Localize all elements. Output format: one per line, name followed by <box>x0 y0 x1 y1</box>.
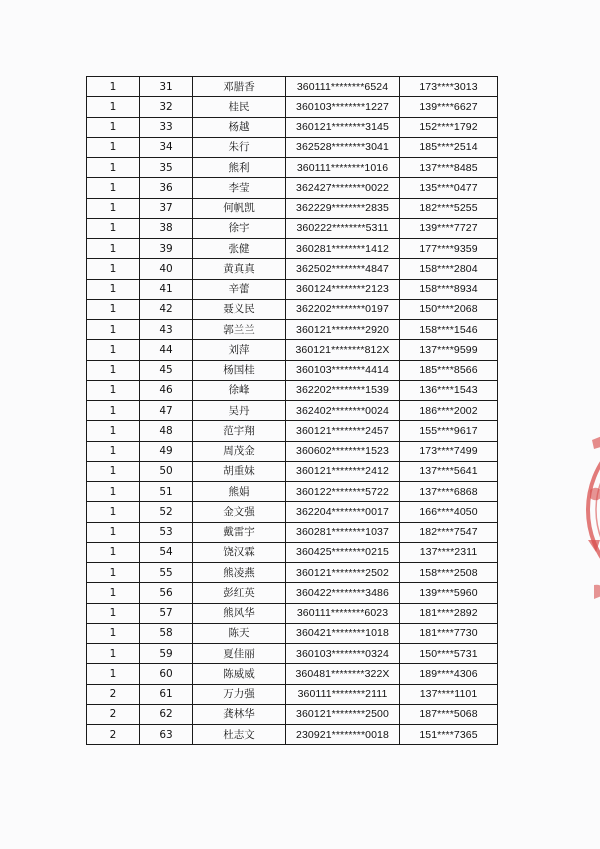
name-cell: 熊风华 <box>193 603 286 623</box>
id-number-cell: 360421********1018 <box>286 623 400 643</box>
sequence-cell: 57 <box>140 603 193 623</box>
table-row <box>87 401 498 421</box>
seal-inner-ring <box>596 428 600 592</box>
phone-cell: 152****1792 <box>400 117 498 137</box>
table-row <box>87 583 498 603</box>
group-cell: 1 <box>87 218 140 238</box>
sequence-cell: 52 <box>140 502 193 522</box>
id-number-cell: 360121********3145 <box>286 117 400 137</box>
id-number-cell: 360111********2111 <box>286 684 400 704</box>
phone-cell: 173****3013 <box>400 77 498 97</box>
sequence-cell: 38 <box>140 218 193 238</box>
id-number-cell: 360121********2502 <box>286 563 400 583</box>
sequence-cell: 33 <box>140 117 193 137</box>
phone-cell: 137****8485 <box>400 158 498 178</box>
table-row <box>87 684 498 704</box>
name-cell: 戴雷宇 <box>193 522 286 542</box>
sequence-cell: 50 <box>140 461 193 481</box>
phone-cell: 181****2892 <box>400 603 498 623</box>
table-row <box>87 77 498 97</box>
id-number-cell: 230921********0018 <box>286 725 400 745</box>
id-number-cell: 360121********2920 <box>286 320 400 340</box>
table-row <box>87 563 498 583</box>
name-cell: 周茂金 <box>193 441 286 461</box>
name-cell: 张健 <box>193 239 286 259</box>
name-cell: 朱行 <box>193 137 286 157</box>
table-row <box>87 441 498 461</box>
name-cell: 桂民 <box>193 97 286 117</box>
name-cell: 黄真真 <box>193 259 286 279</box>
phone-cell: 189****4306 <box>400 664 498 684</box>
id-number-cell: 360121********2457 <box>286 421 400 441</box>
table-row <box>87 522 498 542</box>
phone-cell: 158****2804 <box>400 259 498 279</box>
sequence-cell: 48 <box>140 421 193 441</box>
table-row <box>87 178 498 198</box>
group-cell: 1 <box>87 644 140 664</box>
table-row <box>87 664 498 684</box>
sequence-cell: 31 <box>140 77 193 97</box>
id-number-cell: 360124********2123 <box>286 279 400 299</box>
table-row <box>87 259 498 279</box>
group-cell: 1 <box>87 542 140 562</box>
phone-cell: 177****9359 <box>400 239 498 259</box>
sequence-cell: 47 <box>140 401 193 421</box>
group-cell: 1 <box>87 522 140 542</box>
name-cell: 范宇翔 <box>193 421 286 441</box>
phone-cell: 186****2002 <box>400 401 498 421</box>
group-cell: 1 <box>87 360 140 380</box>
id-number-cell: 360281********1037 <box>286 522 400 542</box>
id-number-cell: 360121********2412 <box>286 461 400 481</box>
id-number-cell: 362427********0022 <box>286 178 400 198</box>
group-cell: 1 <box>87 137 140 157</box>
sequence-cell: 56 <box>140 583 193 603</box>
group-cell: 1 <box>87 320 140 340</box>
name-cell: 饶汉霖 <box>193 542 286 562</box>
name-cell: 何帆凯 <box>193 198 286 218</box>
sequence-cell: 58 <box>140 623 193 643</box>
id-number-cell: 360122********5722 <box>286 482 400 502</box>
name-cell: 聂义民 <box>193 299 286 319</box>
table-row <box>87 704 498 724</box>
name-cell: 彭红英 <box>193 583 286 603</box>
table-row <box>87 279 498 299</box>
group-cell: 2 <box>87 725 140 745</box>
group-cell: 1 <box>87 259 140 279</box>
table-row <box>87 380 498 400</box>
group-cell: 1 <box>87 340 140 360</box>
table-row <box>87 542 498 562</box>
group-cell: 1 <box>87 158 140 178</box>
group-cell: 1 <box>87 117 140 137</box>
id-number-cell: 362229********2835 <box>286 198 400 218</box>
id-number-cell: 360103********1227 <box>286 97 400 117</box>
sequence-cell: 40 <box>140 259 193 279</box>
phone-cell: 135****0477 <box>400 178 498 198</box>
name-cell: 胡重妹 <box>193 461 286 481</box>
phone-cell: 173****7499 <box>400 441 498 461</box>
table-row <box>87 502 498 522</box>
seal-glyph-mark <box>590 488 600 501</box>
name-cell: 陈天 <box>193 623 286 643</box>
name-cell: 杜志文 <box>193 725 286 745</box>
sequence-cell: 42 <box>140 299 193 319</box>
name-cell: 吴丹 <box>193 401 286 421</box>
sequence-cell: 62 <box>140 704 193 724</box>
phone-cell: 155****9617 <box>400 421 498 441</box>
table-row <box>87 360 498 380</box>
name-cell: 辛蕾 <box>193 279 286 299</box>
name-cell: 刘萍 <box>193 340 286 360</box>
table-row <box>87 482 498 502</box>
phone-cell: 150****2068 <box>400 299 498 319</box>
id-number-cell: 360281********1412 <box>286 239 400 259</box>
table-row <box>87 239 498 259</box>
id-number-cell: 360111********6524 <box>286 77 400 97</box>
table-row <box>87 117 498 137</box>
id-number-cell: 360422********3486 <box>286 583 400 603</box>
id-number-cell: 360222********5311 <box>286 218 400 238</box>
name-cell: 杨国桂 <box>193 360 286 380</box>
table-row <box>87 320 498 340</box>
id-number-cell: 362204********0017 <box>286 502 400 522</box>
id-number-cell: 362202********1539 <box>286 380 400 400</box>
sequence-cell: 39 <box>140 239 193 259</box>
roster-table <box>86 76 498 745</box>
table-row <box>87 198 498 218</box>
sequence-cell: 49 <box>140 441 193 461</box>
group-cell: 1 <box>87 198 140 218</box>
sequence-cell: 54 <box>140 542 193 562</box>
id-number-cell: 360425********0215 <box>286 542 400 562</box>
group-cell: 1 <box>87 279 140 299</box>
phone-cell: 137****9599 <box>400 340 498 360</box>
group-cell: 1 <box>87 77 140 97</box>
sequence-cell: 61 <box>140 684 193 704</box>
table-row <box>87 644 498 664</box>
group-cell: 1 <box>87 623 140 643</box>
id-number-cell: 362402********0024 <box>286 401 400 421</box>
group-cell: 1 <box>87 502 140 522</box>
seal-glyph-mark <box>592 436 600 449</box>
table-row <box>87 97 498 117</box>
table-row <box>87 623 498 643</box>
name-cell: 龚林华 <box>193 704 286 724</box>
group-cell: 1 <box>87 563 140 583</box>
id-number-cell: 360602********1523 <box>286 441 400 461</box>
phone-cell: 185****2514 <box>400 137 498 157</box>
name-cell: 熊娟 <box>193 482 286 502</box>
group-cell: 1 <box>87 583 140 603</box>
name-cell: 熊凌燕 <box>193 563 286 583</box>
roster-table-body <box>87 77 498 745</box>
id-number-cell: 360111********1016 <box>286 158 400 178</box>
id-number-cell: 360121********2500 <box>286 704 400 724</box>
sequence-cell: 32 <box>140 97 193 117</box>
phone-cell: 137****2311 <box>400 542 498 562</box>
id-number-cell: 362502********4847 <box>286 259 400 279</box>
group-cell: 2 <box>87 704 140 724</box>
phone-cell: 158****2508 <box>400 563 498 583</box>
sequence-cell: 44 <box>140 340 193 360</box>
sequence-cell: 43 <box>140 320 193 340</box>
sequence-cell: 34 <box>140 137 193 157</box>
group-cell: 1 <box>87 401 140 421</box>
table-row <box>87 299 498 319</box>
table-row <box>87 340 498 360</box>
sequence-cell: 45 <box>140 360 193 380</box>
phone-cell: 151****7365 <box>400 725 498 745</box>
name-cell: 夏佳丽 <box>193 644 286 664</box>
phone-cell: 187****5068 <box>400 704 498 724</box>
group-cell: 1 <box>87 664 140 684</box>
name-cell: 徐宇 <box>193 218 286 238</box>
table-row <box>87 137 498 157</box>
seal-stamp-fragment <box>578 360 600 660</box>
group-cell: 2 <box>87 684 140 704</box>
name-cell: 郭兰兰 <box>193 320 286 340</box>
id-number-cell: 362528********3041 <box>286 137 400 157</box>
group-cell: 1 <box>87 178 140 198</box>
sequence-cell: 59 <box>140 644 193 664</box>
name-cell: 杨越 <box>193 117 286 137</box>
table-row <box>87 421 498 441</box>
id-number-cell: 362202********0197 <box>286 299 400 319</box>
group-cell: 1 <box>87 603 140 623</box>
phone-cell: 139****6627 <box>400 97 498 117</box>
group-cell: 1 <box>87 380 140 400</box>
phone-cell: 185****8566 <box>400 360 498 380</box>
sequence-cell: 46 <box>140 380 193 400</box>
phone-cell: 181****7730 <box>400 623 498 643</box>
sequence-cell: 63 <box>140 725 193 745</box>
seal-glyph-mark <box>594 585 600 599</box>
phone-cell: 182****7547 <box>400 522 498 542</box>
name-cell: 李莹 <box>193 178 286 198</box>
sequence-cell: 37 <box>140 198 193 218</box>
table-row <box>87 158 498 178</box>
sequence-cell: 60 <box>140 664 193 684</box>
phone-cell: 136****1543 <box>400 380 498 400</box>
sequence-cell: 51 <box>140 482 193 502</box>
group-cell: 1 <box>87 421 140 441</box>
sequence-cell: 53 <box>140 522 193 542</box>
group-cell: 1 <box>87 97 140 117</box>
phone-cell: 137****5641 <box>400 461 498 481</box>
group-cell: 1 <box>87 441 140 461</box>
group-cell: 1 <box>87 239 140 259</box>
name-cell: 徐峰 <box>193 380 286 400</box>
table-row <box>87 725 498 745</box>
id-number-cell: 360121********812X <box>286 340 400 360</box>
phone-cell: 158****1546 <box>400 320 498 340</box>
phone-cell: 137****1101 <box>400 684 498 704</box>
name-cell: 万力强 <box>193 684 286 704</box>
phone-cell: 166****4050 <box>400 502 498 522</box>
name-cell: 邓腊香 <box>193 77 286 97</box>
name-cell: 陈威威 <box>193 664 286 684</box>
sequence-cell: 36 <box>140 178 193 198</box>
phone-cell: 139****7727 <box>400 218 498 238</box>
table-row <box>87 218 498 238</box>
phone-cell: 182****5255 <box>400 198 498 218</box>
phone-cell: 137****6868 <box>400 482 498 502</box>
phone-cell: 139****5960 <box>400 583 498 603</box>
phone-cell: 158****8934 <box>400 279 498 299</box>
phone-cell: 150****5731 <box>400 644 498 664</box>
name-cell: 金文强 <box>193 502 286 522</box>
group-cell: 1 <box>87 299 140 319</box>
sequence-cell: 41 <box>140 279 193 299</box>
table-row <box>87 461 498 481</box>
group-cell: 1 <box>87 482 140 502</box>
name-cell: 熊利 <box>193 158 286 178</box>
group-cell: 1 <box>87 461 140 481</box>
id-number-cell: 360103********4414 <box>286 360 400 380</box>
table-row <box>87 603 498 623</box>
sequence-cell: 55 <box>140 563 193 583</box>
id-number-cell: 360103********0324 <box>286 644 400 664</box>
id-number-cell: 360111********6023 <box>286 603 400 623</box>
sequence-cell: 35 <box>140 158 193 178</box>
id-number-cell: 360481********322X <box>286 664 400 684</box>
